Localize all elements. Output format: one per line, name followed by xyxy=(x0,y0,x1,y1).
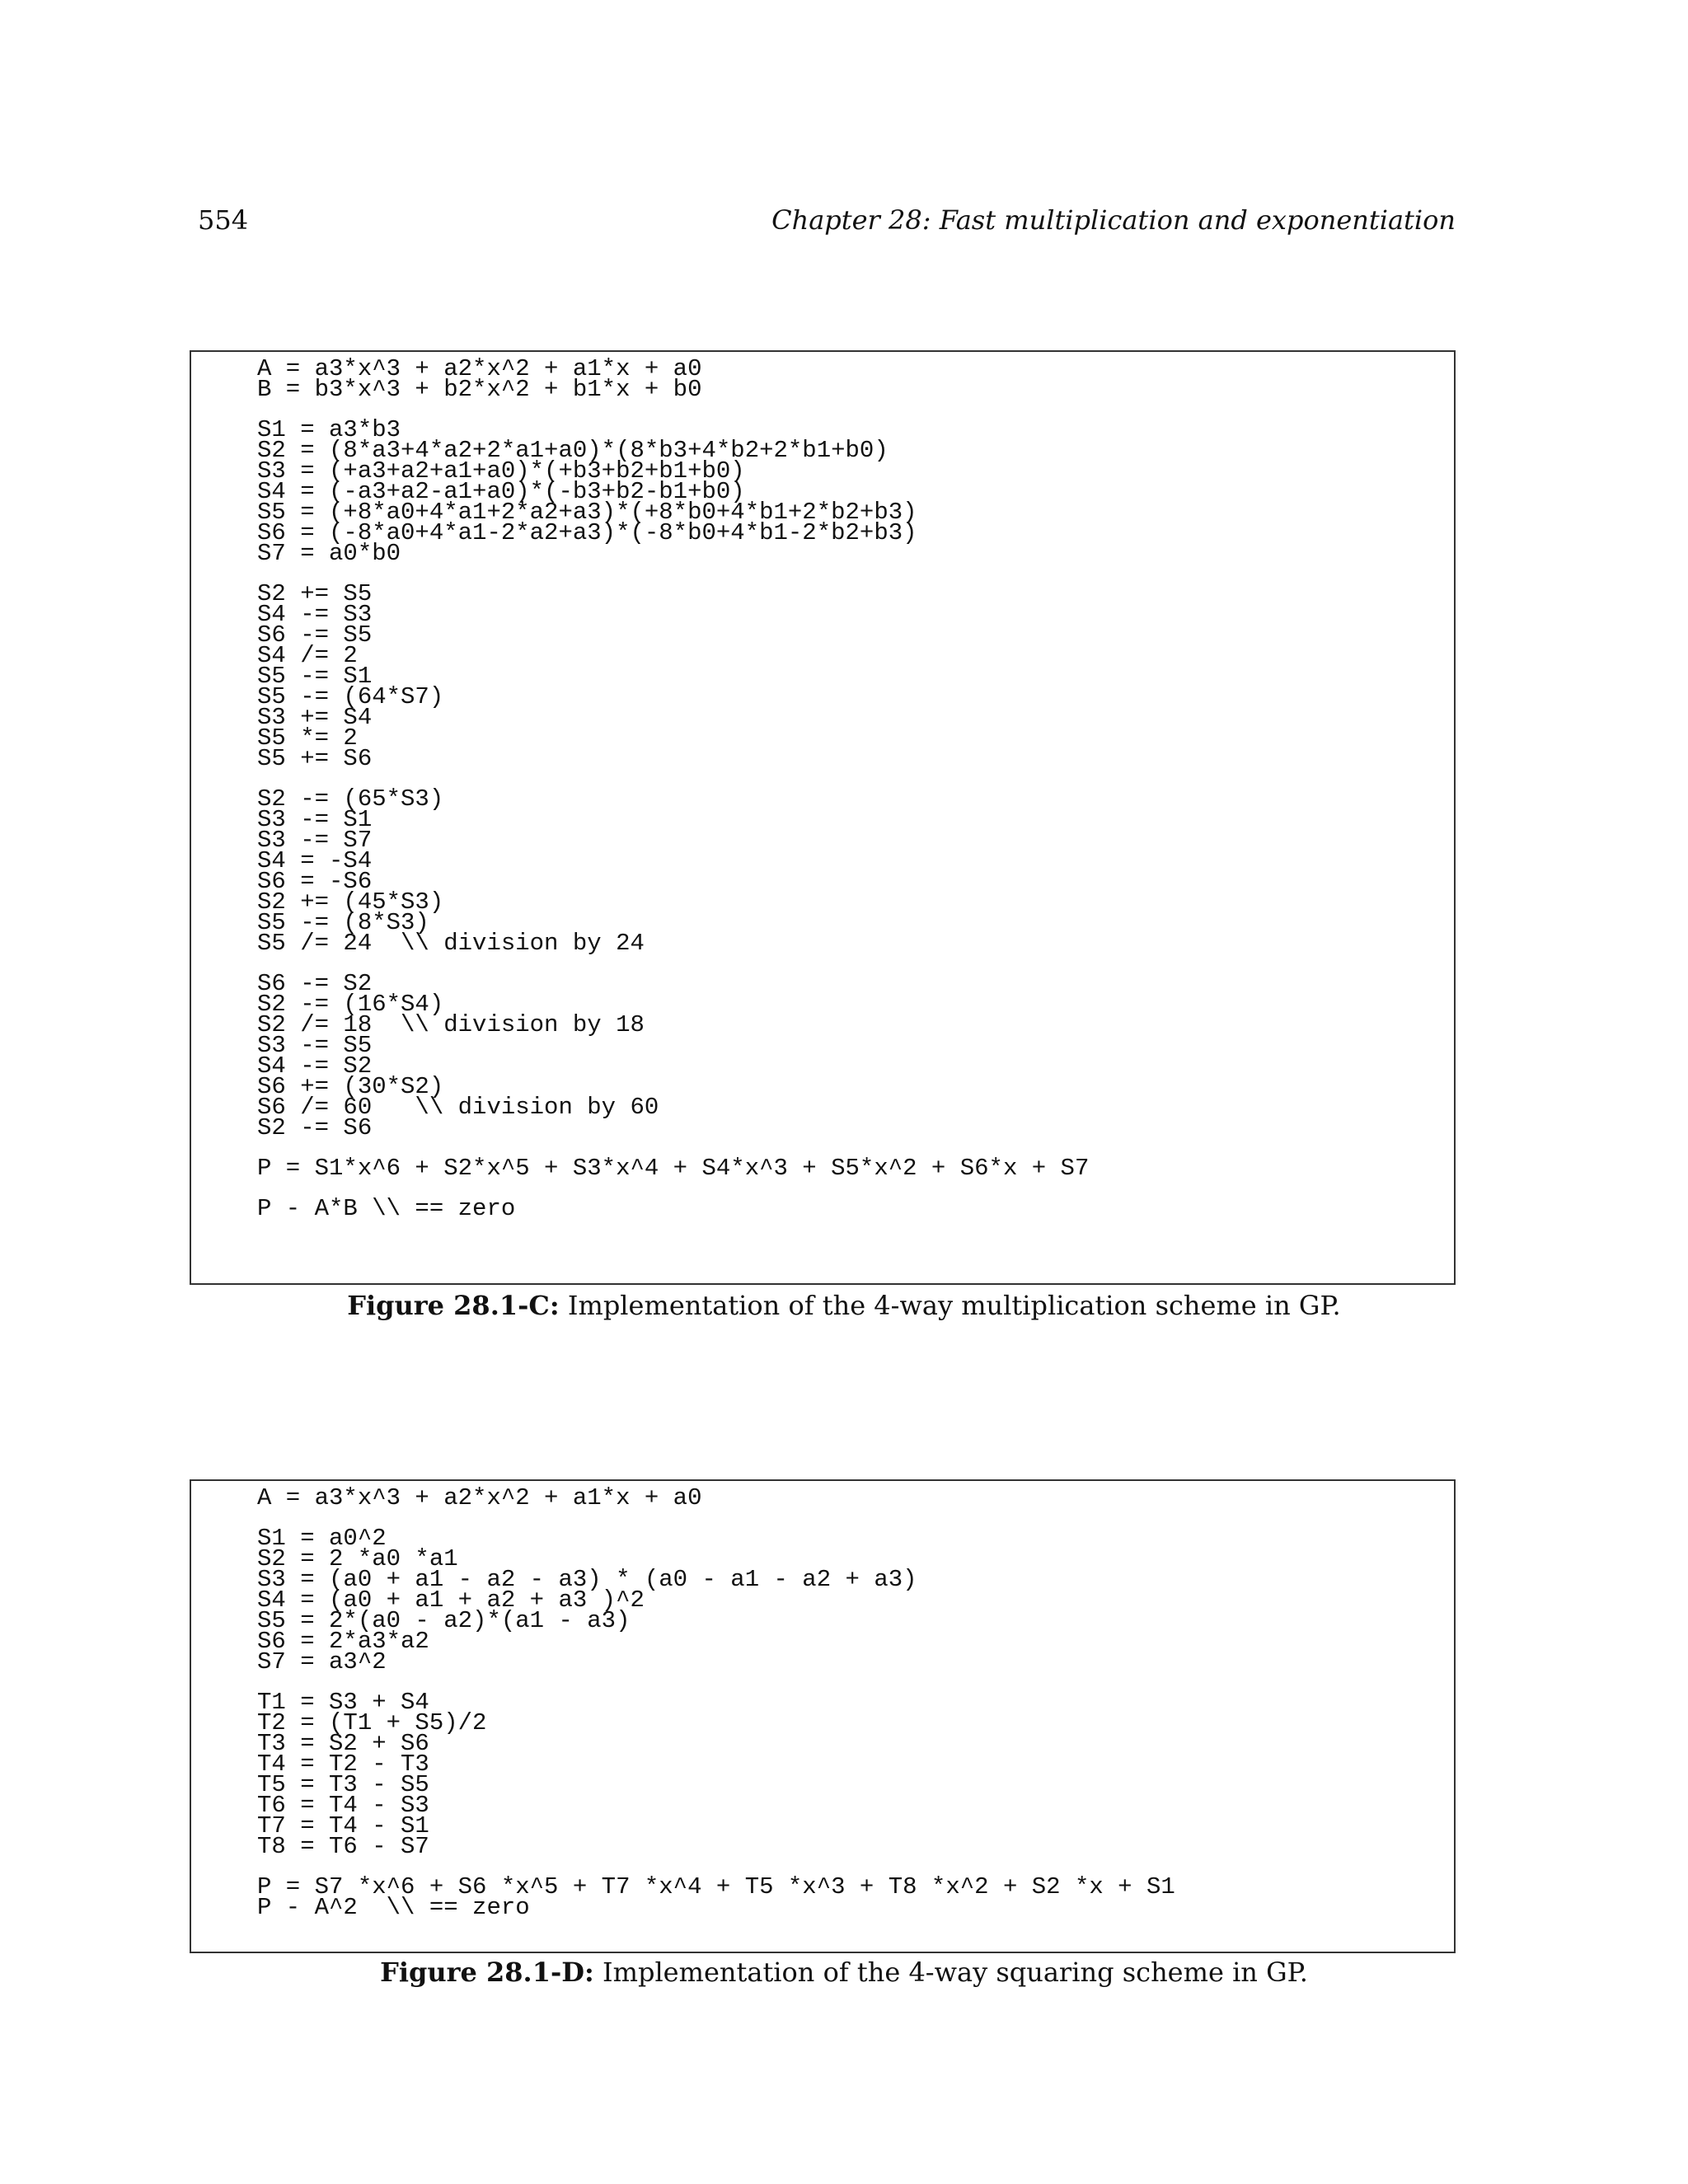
code-block xyxy=(257,1873,1437,1921)
code-line: S6 -= S5 xyxy=(257,621,373,649)
figure-d-code-box xyxy=(190,1479,1456,1953)
code-line: B = b3*x^3 + b2*x^2 + b1*x + b0 xyxy=(257,376,702,403)
code-line: S2 = (8*a3+4*a2+2*a1+a0)*(8*b3+4*b2+2*b1+b0) xyxy=(257,437,889,464)
code-line: S5 -= (64*S7) xyxy=(257,683,444,710)
code-line: P - A*B \\ == zero xyxy=(257,1195,516,1222)
code-line: T3 = S2 + S6 xyxy=(257,1730,429,1757)
code-block xyxy=(257,970,1437,1141)
figure-c-caption-label: Figure 28.1-C: xyxy=(347,1290,560,1321)
code-block xyxy=(257,355,1437,403)
code-line: S2 += S5 xyxy=(257,580,373,607)
code-line: S3 -= S7 xyxy=(257,827,373,854)
code-line: S6 = (-8*a0+4*a1-2*a2+a3)*(-8*b0+4*b1-2*b2+b3) xyxy=(257,519,917,546)
code-line: S1 = a3*b3 xyxy=(257,416,401,443)
code-block xyxy=(257,1689,1437,1860)
code-block xyxy=(257,1195,1437,1222)
code-line: S3 -= S1 xyxy=(257,806,373,833)
code-line: S3 -= S5 xyxy=(257,1032,373,1059)
code-line: T5 = T3 - S5 xyxy=(257,1771,429,1798)
figure-d-caption-label: Figure 28.1-D: xyxy=(380,1957,594,1988)
code-line: S4 -= S2 xyxy=(257,1052,373,1080)
code-block xyxy=(257,1484,1437,1511)
code-line: S6 -= S2 xyxy=(257,970,373,997)
figure-c-caption xyxy=(0,1290,1688,1321)
code-block xyxy=(257,1525,1437,1675)
code-line: S2 /= 18 \\ division by 18 xyxy=(257,1011,645,1038)
code-line: T8 = T6 - S7 xyxy=(257,1833,429,1860)
code-line: S3 += S4 xyxy=(257,704,373,731)
code-line: S2 -= (65*S3) xyxy=(257,785,444,813)
figure-d-caption xyxy=(0,1957,1688,1988)
code-line: S5 -= S1 xyxy=(257,663,373,690)
block-gap xyxy=(257,1672,1437,1692)
code-block xyxy=(257,1155,1437,1182)
code-line: S6 = 2*a3*a2 xyxy=(257,1628,429,1655)
code-line: S7 = a3^2 xyxy=(257,1648,387,1675)
code-line: S3 = (+a3+a2+a1+a0)*(+b3+b2+b1+b0) xyxy=(257,457,745,485)
code-line: T2 = (T1 + S5)/2 xyxy=(257,1709,487,1736)
code-line: S2 = 2 *a0 *a1 xyxy=(257,1545,458,1572)
code-line: S2 += (45*S3) xyxy=(257,888,444,916)
code-block xyxy=(257,416,1437,567)
code-line: S5 += S6 xyxy=(257,745,373,772)
code-line: A = a3*x^3 + a2*x^2 + a1*x + a0 xyxy=(257,355,702,382)
figure-c-caption-text: Implementation of the 4-way multiplication scheme in GP. xyxy=(559,1290,1341,1321)
block-gap xyxy=(257,564,1437,583)
code-line: S4 /= 2 xyxy=(257,642,358,669)
page-number: 554 xyxy=(198,204,249,236)
code-line: S1 = a0^2 xyxy=(257,1525,387,1552)
code-line: P = S7 *x^6 + S6 *x^5 + T7 *x^4 + T5 *x^3 + T8 *x^2 + S2 *x + S1 xyxy=(257,1873,1175,1900)
code-line: S3 = (a0 + a1 - a2 - a3) * (a0 - a1 - a2 + a3) xyxy=(257,1566,917,1593)
code-block xyxy=(257,785,1437,957)
figure-d-caption-text: Implementation of the 4-way squaring scheme in GP. xyxy=(593,1957,1308,1988)
code-line: T1 = S3 + S4 xyxy=(257,1689,429,1716)
running-head: Chapter 28: Fast multiplication and exponentiation xyxy=(771,204,1456,236)
figure-c-code xyxy=(257,355,1437,1222)
code-line: S4 -= S3 xyxy=(257,601,373,628)
code-line: S6 /= 60 \\ division by 60 xyxy=(257,1094,659,1121)
code-line: S5 = 2*(a0 - a2)*(a1 - a3) xyxy=(257,1607,631,1634)
code-line: S4 = -S4 xyxy=(257,847,373,874)
figure-c-code-box xyxy=(190,350,1456,1285)
code-line: P = S1*x^6 + S2*x^5 + S3*x^4 + S4*x^3 + S5*x^2 + S6*x + S7 xyxy=(257,1155,1090,1182)
code-line: T7 = T4 - S1 xyxy=(257,1812,429,1840)
code-line: T4 = T2 - T3 xyxy=(257,1750,429,1778)
code-line: S6 += (30*S2) xyxy=(257,1073,444,1100)
code-line: A = a3*x^3 + a2*x^2 + a1*x + a0 xyxy=(257,1484,702,1511)
code-line: P - A^2 \\ == zero xyxy=(257,1894,530,1921)
code-line: S7 = a0*b0 xyxy=(257,540,401,567)
code-line: S6 = -S6 xyxy=(257,868,373,895)
code-line: S5 /= 24 \\ division by 24 xyxy=(257,930,645,957)
code-line: S5 = (+8*a0+4*a1+2*a2+a3)*(+8*b0+4*b1+2*b2+b3) xyxy=(257,499,917,526)
code-line: T6 = T4 - S3 xyxy=(257,1792,429,1819)
code-line: S4 = (-a3+a2-a1+a0)*(-b3+b2-b1+b0) xyxy=(257,478,745,505)
code-line: S2 -= S6 xyxy=(257,1114,373,1141)
code-line: S5 -= (8*S3) xyxy=(257,909,429,936)
code-block xyxy=(257,580,1437,772)
code-line: S2 -= (16*S4) xyxy=(257,991,444,1018)
figure-d-code xyxy=(257,1484,1437,1921)
code-line: S4 = (a0 + a1 + a2 + a3 )^2 xyxy=(257,1586,645,1614)
code-line: S5 *= 2 xyxy=(257,724,358,752)
